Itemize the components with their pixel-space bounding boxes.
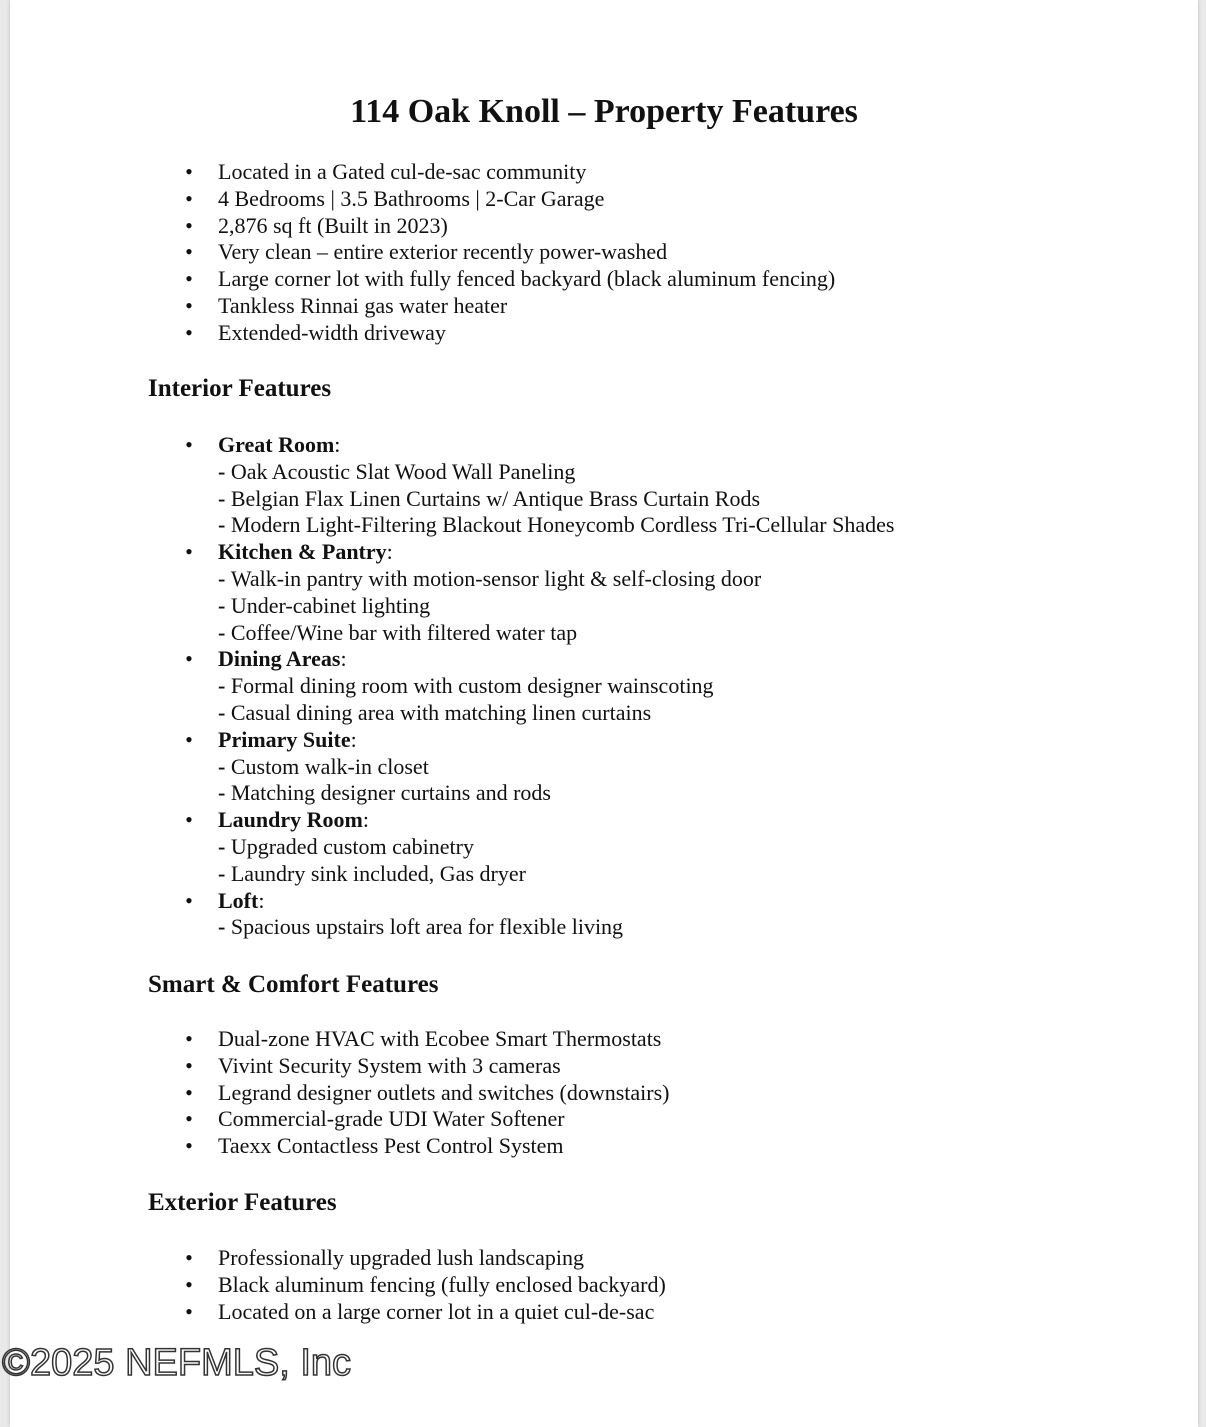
bullet-icon: • xyxy=(185,1245,193,1270)
bullet-icon: • xyxy=(185,1133,193,1159)
list-item xyxy=(10,239,835,266)
sub-item-text: Coffee/Wine bar with filtered water tap xyxy=(230,619,578,645)
bullet-icon: • xyxy=(185,292,193,318)
bullet-icon: • xyxy=(185,159,193,184)
bullet-icon: • xyxy=(185,1052,193,1078)
list-item xyxy=(10,1272,666,1299)
list-item-text: Extended-width driveway xyxy=(218,319,446,345)
bullet-icon: • xyxy=(185,212,193,238)
sub-item-text: Custom walk-in closet xyxy=(230,753,429,779)
list-item xyxy=(10,1080,670,1107)
exterior-features-list xyxy=(10,1245,666,1325)
list-item xyxy=(10,159,835,186)
list-item xyxy=(10,266,835,293)
list-item-text: Taexx Contactless Pest Control System xyxy=(218,1133,564,1159)
sub-item-text: Spacious upstairs loft area for flexible living xyxy=(230,914,624,940)
sub-item-text: Upgraded custom cabinetry xyxy=(230,833,474,859)
group-label: Great Room xyxy=(218,432,335,457)
sub-item-text: Modern Light-Filtering Blackout Honeycomb Cordless Tri-Cellular Shades xyxy=(230,512,895,538)
sub-item-text: Laundry sink included, Gas dryer xyxy=(230,860,526,886)
list-item-laundry-room: • Laundry Room: - Upgraded custom cabinetry - Laundry sink included, Gas dryer xyxy=(10,807,894,887)
overview-list xyxy=(10,159,835,347)
smart-comfort-heading: Smart & Comfort Features xyxy=(148,971,439,998)
list-item-text: 4 Bedrooms | 3.5 Bathrooms | 2-Car Garage xyxy=(218,185,605,211)
sub-item: - Belgian Flax Linen Curtains w/ Antique Brass Curtain Rods xyxy=(218,485,761,511)
bullet-icon: • xyxy=(185,266,193,292)
group-label: Loft xyxy=(218,887,259,913)
bullet-icon: • xyxy=(185,432,193,457)
exterior-features-heading: Exterior Features xyxy=(148,1189,337,1216)
sub-item-text: Formal dining room with custom designer wainscoting xyxy=(230,673,714,699)
bullet-icon: • xyxy=(185,239,193,265)
list-item-text: Large corner lot with fully fenced backyard (black aluminum fencing) xyxy=(218,266,836,292)
bullet-icon: • xyxy=(185,1271,193,1297)
sub-item-text: Matching designer curtains and rods xyxy=(230,780,551,806)
list-item-text: Located in a Gated cul-de-sac community xyxy=(218,159,587,184)
list-item-text: Legrand designer outlets and switches (downstairs) xyxy=(218,1079,670,1105)
list-item xyxy=(10,1106,670,1133)
sub-item: - Custom walk-in closet xyxy=(218,753,429,779)
list-item xyxy=(10,1026,670,1053)
bullet-icon: • xyxy=(185,1106,193,1132)
list-item-text: Very clean – entire exterior recently power-washed xyxy=(218,239,668,265)
bullet-icon: • xyxy=(185,726,193,752)
sub-item-text: Belgian Flax Linen Curtains w/ Antique Brass Curtain Rods xyxy=(230,485,761,511)
bullet-icon: • xyxy=(185,646,193,672)
interior-features-heading: Interior Features xyxy=(148,375,332,402)
sub-item: - Casual dining area with matching linen curtains xyxy=(218,699,652,725)
group-label: Dining Areas xyxy=(218,646,341,672)
sub-item-text: Under-cabinet lighting xyxy=(230,592,431,618)
list-item xyxy=(10,1299,666,1326)
sub-item: - Matching designer curtains and rods xyxy=(218,780,551,806)
list-item xyxy=(10,1053,670,1080)
copyright-watermark: ©2025 NEFMLS, Inc xyxy=(2,1342,352,1384)
sub-item: - Formal dining room with custom designer wainscoting xyxy=(218,673,714,699)
list-item-loft: • Loft: - Spacious upstairs loft area for flexible living xyxy=(10,888,894,942)
sub-item: - Oak Acoustic Slat Wood Wall Paneling xyxy=(218,458,576,484)
sub-item: - Spacious upstairs loft area for flexible living xyxy=(218,914,624,940)
list-item xyxy=(10,186,835,213)
list-item-text: 2,876 sq ft (Built in 2023) xyxy=(218,212,448,238)
sub-item-text: Casual dining area with matching linen curtains xyxy=(230,699,652,725)
sub-item: - Under-cabinet lighting xyxy=(218,592,431,618)
bullet-icon: • xyxy=(185,887,193,913)
list-item-kitchen-pantry: • Kitchen & Pantry: - Walk-in pantry with motion-sensor light & self-closing door - Under-cabinet lighting - Coffee/Wine bar with filtered water tap xyxy=(10,539,894,646)
sub-item-text: Oak Acoustic Slat Wood Wall Paneling xyxy=(230,458,576,484)
bullet-icon: • xyxy=(185,1079,193,1105)
list-item-text: Tankless Rinnai gas water heater xyxy=(218,292,508,318)
bullet-icon: • xyxy=(185,1298,193,1324)
list-item xyxy=(10,1245,666,1272)
list-item-text: Professionally upgraded lush landscaping xyxy=(218,1245,584,1270)
list-item-text: Black aluminum fencing (fully enclosed backyard) xyxy=(218,1271,666,1297)
list-item-text: Dual-zone HVAC with Ecobee Smart Thermostats xyxy=(218,1026,662,1051)
sub-item-text: Walk-in pantry with motion-sensor light & self-closing door xyxy=(230,565,762,591)
document-title: 114 Oak Knoll – Property Features xyxy=(350,93,858,130)
list-item-text: Vivint Security System with 3 cameras xyxy=(218,1052,561,1078)
sub-item: - Coffee/Wine bar with filtered water tap xyxy=(218,619,578,645)
list-item-text: Commercial-grade UDI Water Softener xyxy=(218,1106,565,1132)
bullet-icon: • xyxy=(185,1026,193,1051)
group-label: Kitchen & Pantry xyxy=(218,539,387,565)
list-item xyxy=(10,1133,670,1160)
bullet-icon: • xyxy=(185,807,193,833)
list-item-great-room: • Great Room: - Oak Acoustic Slat Wood Wall Paneling - Belgian Flax Linen Curtains w/ Antique Brass Curtain Rods - Modern Light-Filtering Blackout Honeycomb Cordless Tri-Cellular Shades xyxy=(10,432,894,539)
list-item xyxy=(10,293,835,320)
smart-comfort-list xyxy=(10,1026,670,1160)
bullet-icon: • xyxy=(185,319,193,345)
sub-item: - Modern Light-Filtering Blackout Honeycomb Cordless Tri-Cellular Shades xyxy=(218,512,895,538)
list-item xyxy=(10,320,835,347)
list-item-text: Located on a large corner lot in a quiet cul-de-sac xyxy=(218,1298,655,1324)
bullet-icon: • xyxy=(185,539,193,565)
list-item-dining-areas: • Dining Areas: - Formal dining room with custom designer wainscoting - Casual dining area with matching linen curtains xyxy=(10,646,894,726)
bullet-icon: • xyxy=(185,185,193,211)
list-item xyxy=(10,213,835,240)
list-item-primary-suite: • Primary Suite: - Custom walk-in closet - Matching designer curtains and rods xyxy=(10,727,894,807)
interior-features-list xyxy=(10,432,894,941)
sub-item: - Walk-in pantry with motion-sensor light & self-closing door xyxy=(218,565,762,591)
sub-item: - Upgraded custom cabinetry xyxy=(218,833,474,859)
group-label: Primary Suite xyxy=(218,726,351,752)
sub-item: - Laundry sink included, Gas dryer xyxy=(218,860,526,886)
group-label: Laundry Room xyxy=(218,807,363,833)
document-page xyxy=(10,0,1198,1427)
